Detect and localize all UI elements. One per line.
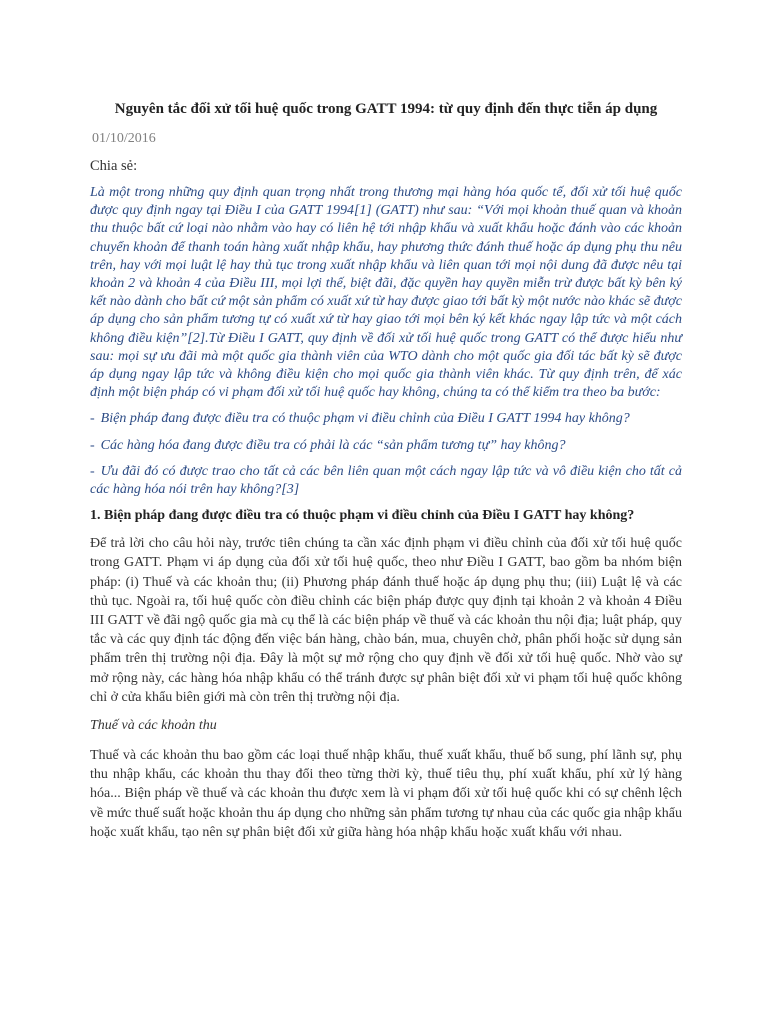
section-1-subheading: Thuế và các khoản thu [90, 718, 217, 734]
document-title: Nguyên tắc đối xử tối huệ quốc trong GATT 1994: từ quy định đến thực tiễn áp dụng [114, 101, 658, 117]
bullet-dash: - [90, 463, 95, 479]
bullet-item-3 [90, 463, 682, 499]
bullet-text: Biện pháp đang được điều tra có thuộc phạm vi điều chỉnh của Điều I GATT 1994 hay không? [100, 411, 630, 427]
bullet-text: Ưu đãi đó có được trao cho tất cả các bên liên quan một cách ngay lập tức và vô điều kiện cho tất cả các hàng hóa nói trên hay không?[3] [90, 463, 682, 498]
bullet-dash: - [90, 437, 95, 453]
section-1-paragraph-2: Thuế và các khoản thu bao gồm các loại thuế nhập khẩu, thuế xuất khẩu, thuế bổ sung, phí lãnh sự, phụ thu nhập khẩu, các khoản thu thay đổi theo từng thời kỳ, thuế tiêu thụ, phí xuất khẩu, phí xử lý hàng hóa... Biện pháp về thuế và các khoản thu được xem là vi phạm đối xử tối huệ quốc khi có sự chênh lệch về mức thuế suất hoặc khoản thu áp dụng cho những sản phẩm tương tự nhau của các quốc gia nhập khẩu hoặc xuất khẩu, tạo nên sự phân biệt đối xử giữa hàng hóa nhập khẩu hoặc xuất khẩu với nhau. [90, 748, 682, 840]
section-1-heading: 1. Biện pháp đang được điều tra có thuộc phạm vi điều chỉnh của Điều I GATT hay không? [90, 508, 635, 524]
bullet-item-2 [90, 437, 682, 455]
bullet-text: Các hàng hóa đang được điều tra có phải là các “sản phẩm tương tự” hay không? [100, 437, 566, 453]
intro-paragraph: Là một trong những quy định quan trọng nhất trong thương mại hàng hóa quốc tế, đối xử tối huệ quốc được quy định ngay tại Điều I của GATT 1994[1] (GATT) như sau: “Với mọi khoản thuế quan và khoản thu thuộc bất cứ loại nào nhằm vào hay có liên hệ tới nhập khẩu và xuất khẩu hoặc đánh vào các khoản chuyển khoản để thanh toán hàng xuất nhập khẩu, hay phương thức đánh thuế hoặc áp dụng phụ thu nêu trên, hay với mọi luật lệ hay thủ tục trong xuất nhập khẩu và liên quan tới mọi nội dung đã được nêu tại khoản 2 và khoản 4 của Điều III, mọi lợi thế, biệt đãi, đặc quyền hay quyền miễn trừ được bất kỳ bên ký kết nào dành cho bất cứ một sản phẩm có xuất xứ từ hay được giao tới bất kỳ một nước nào khác sẽ được áp dụng cho sản phẩm tương tự có xuất xứ từ hay giao tới mọi bên ký kết khác ngay lập tức và một cách không điều kiện”[2].Từ Điều I GATT, quy định về đối xử tối huệ quốc trong GATT có thể được hiểu như sau: mọi sự ưu đãi mà một quốc gia thành viên của WTO dành cho một quốc gia đối tác bất kỳ sẽ được áp dụng ngay lập tức và không điều kiện cho mọi quốc gia thành viên khác. Từ quy định trên, để xác định một biện pháp có vi phạm đối xử tối huệ quốc hay không, chúng ta có thể kiểm tra theo ba bước: [90, 185, 682, 401]
bullet-dash: - [90, 411, 95, 427]
share-label[interactable]: Chia sẻ: [90, 158, 138, 174]
publish-date: 01/10/2016 [92, 131, 156, 146]
section-1-paragraph: Để trả lời cho câu hỏi này, trước tiên chúng ta cần xác định phạm vi điều chỉnh của đối xử tối huệ quốc trong GATT. Phạm vi áp dụng của đối xử tối huệ quốc, theo như Điều I GATT, bao gồm ba nhóm biện pháp: (i) Thuế và các khoản thu; (ii) Phương pháp đánh thuế hoặc áp dụng phụ thu; (iii) Luật lệ và các thủ tục. Ngoài ra, tối huệ quốc còn điều chỉnh các biện pháp được quy định tại khoản 2 và khoản 4 Điều III GATT về đãi ngộ quốc gia mà cụ thể là các biện pháp về thuế và các khoản thu nội địa; luật pháp, quy tắc và các quy định tác động đến việc bán hàng, chào bán, mua, chuyên chở, phân phối hoặc sử dụng sản phẩm trên thị trường nội địa. Đây là một sự mở rộng cho quy định về đối xử tối huệ quốc. Nhờ vào sự mở rộng này, các hàng hóa nhập khẩu có thể tránh được sự phân biệt đối xử vi phạm tối huệ quốc không chỉ ở cửa khẩu biên giới mà còn trên thị trường nội địa. [90, 536, 682, 705]
bullet-item-1 [90, 410, 682, 428]
